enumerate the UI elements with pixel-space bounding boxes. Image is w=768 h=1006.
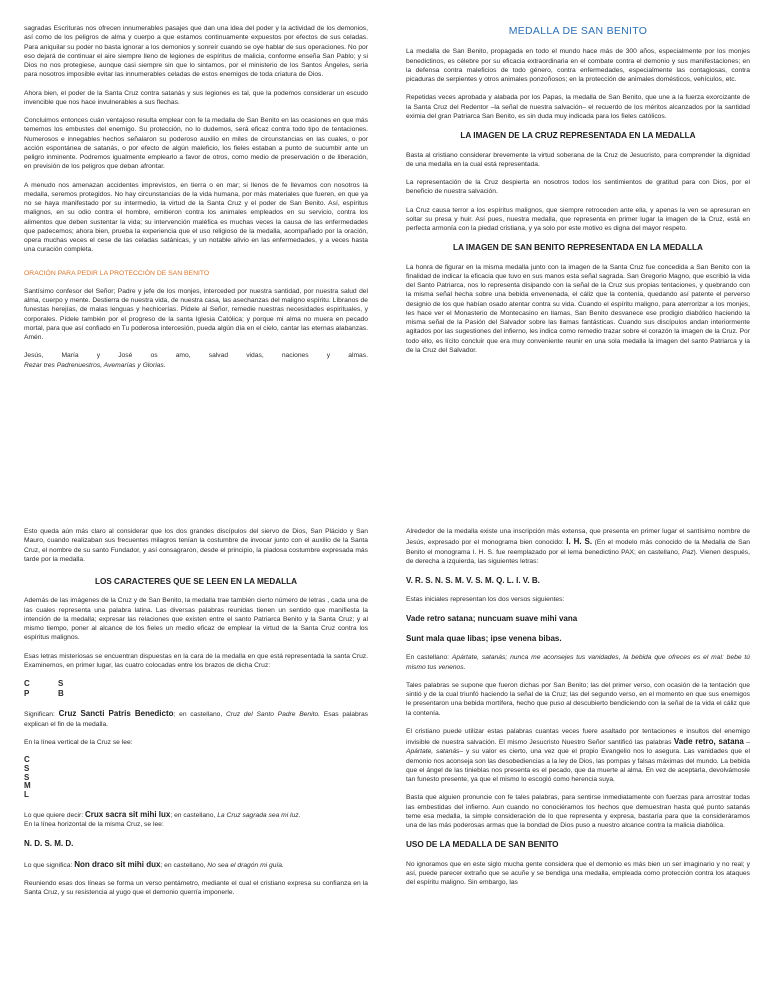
closing-instruction: Rezar tres Padrenuestros, Avemarías y Glorias. bbox=[24, 361, 166, 369]
paragraph: El cristiano puede utilizar estas palabras cuantas veces fuere asaltado por tentaciones e insultos del enemigo invisible de nuestra salvación. El mismo Jesucristo Nuestro Señor santificó las palabras Vade retro, satana –Apártate, satanás– y su valor es cierto, una vez que el propio Evangelio nos lo asegura. Las vanidades que el demonio nos aconseja son las desobediencias a la ley de Dios, las pompas y falsas máximas del mundo. La bebida que el ángel de las tinieblas nos presenta es el pecado, que da muerte al alma. En vez de aceptarla, devolvámosle tan funesto presente, ya que el mismo lo escogió como herencia suya. bbox=[406, 727, 750, 784]
closing-word: Jesús, bbox=[24, 352, 44, 360]
meaning-1: Significan: Cruz Sancti Patris Benedicto; en castellano, Cruz del Santo Padre Benito. Esas palabras explican el fin de la medalla. bbox=[24, 709, 369, 728]
closing-word: amo, bbox=[175, 352, 191, 360]
inscription-letters: V. R. S. N. S. M. V. S. M. Q. L. I. V. B. bbox=[406, 576, 540, 585]
closing-word: y bbox=[326, 352, 331, 360]
paragraph: Esas letras misteriosas se encuentran dispuestas en la cara de la medalla en que está representada la santa Cruz. Examinemos, en primer lugar, las cuatro colocadas entre los brazos de dicha Cruz: bbox=[24, 652, 368, 669]
paragraph: Alrededor de la medalla existe una inscripción más extensa, que presenta en primer lugar el santísimo nombre de Jesús, expresado por el monograma bien conocido: I. H. S. (En el modelo más conocido de la Medalla de San Benito el monograma I. H. S. fue reemplazado por el lema benedictino PAX; en castellano, Paz). Vienen después, de derecha a izquierda, las siguientes letras: bbox=[406, 528, 750, 565]
paragraph: Ahora bien, el poder de la Santa Cruz contra satanás y sus legiones es tal, que la podemos considerar un escudo invencible que nos hace invulnerables a sus flechas. bbox=[24, 89, 368, 106]
paragraph: No ignoramos que en este siglo mucha gente considera que el demonio es más bien un ser imaginario y no real; y así, puede parecer extraño que se acuñe y se bendiga una medalla, empleada como protección contra los ataques del espíritu maligno. Sin embargo, las bbox=[406, 860, 750, 887]
horizontal-letters: N. D. S. M. D. bbox=[24, 839, 74, 849]
page-title: MEDALLA DE SAN BENITO bbox=[508, 25, 648, 37]
paragraph: Concluimos entonces cuán ventajoso resulta emplear con fe la medalla de San Benito en las ocasiones en que más tememos los embustes del enemigo. Su protección, no lo dudemos, será eficaz contra todo tipo de tentaciones. Numerosos e innegables hechos señalaron su poderoso auxilio en miles de circunstancias en las cuales, o por acción espontánea de satanás, o por efecto de algún maleficio, los fieles estaban a punto de sucumbir ante un peligro inminente. Podremos igualmente emplearlo a favor de otros, como medio de preservación o de liberación, en previsión de los peligros que deban afrontar. bbox=[24, 117, 368, 171]
closing-word: almas. bbox=[348, 352, 368, 360]
paragraph: Tales palabras se supone que fueron dichas por San Benito; las del primer verso, con ocasión de la tentación que sintió y de la cual triunfó haciendo la señal de la Cruz; las del segundo verso, en el momento en que sus enemigos le presentaron una bebida mortífera, hecho que puso al descubierto bendiciendo con la señal de la vida el cáliz que la contenía. bbox=[406, 681, 750, 717]
paragraph: La representación de la Cruz despierta en nosotros todos los sentimientos de gratitud para con Dios, por el beneficio de nuestra salvación. bbox=[406, 179, 750, 196]
paragraph: sagradas Escrituras nos ofrecen innumerables pasajes que dan una idea del poder y la actividad de los demonios, así como de los peligros de alma y cuerpo a que estamos continuamente expuestos por efectos de sus celadas. Para aniquilar su poder no basta ignorar a los demonios y sonreír cuando se oye hablar de sus operaciones. No por eso dejará de continuar el aire siempre lleno de legiones de espíritus de malicia, conforme enseña San Pablo; y si Dios no nos protegiese, aunque casi siempre sin que lo sintamos, por el ministerio de los Santos Ángeles, sería para nosotros imposible evitar las innumerables celadas de estos enemigos de toda criatura de Dios. bbox=[24, 25, 368, 79]
prayer-body: Destierra de nuestra vida, de nuestra casa, las asechanzas del maligno espíritu. Líbranos de funestas herejías, de malas lenguas y hechicerías. Pídele al Señor, remedie nuestras necesidades espirituales, y corporales. Pídele también por el progreso de la santa Iglesia Católica; y porque mi alma no muera en pecado mortal, para que así confiado en Tu poderosa intercesión, pueda algún día en el cielo, cantar las eternas alabanzas. Amén. bbox=[24, 297, 369, 342]
column-left bbox=[24, 24, 368, 379]
closing-word: María bbox=[61, 352, 79, 360]
verse-1: Vade retro satana; nuncuam suave mihi vana bbox=[406, 614, 578, 624]
closing-word: vidas, bbox=[246, 352, 264, 360]
paragraph: La honra de figurar en la misma medalla junto con la imagen de la Santa Cruz fue concedida a San Benito con la finalidad de indicar la eficacia que tuvo en sus manos esta señal sagrada. San Gregorio Magno, que escribió la vida del Santo Patriarca, nos lo representa disipando con la señal de la Cruz sus propias tentaciones, y quebrando con la misma señal hecha sobre una bebida envenenada, el cáliz que la contenía, quedando así patente el perverso designio de los que habían osado atentar contra su vida. Cuando el espíritu maligno, para aterrorizar a los monjes, les hace ver el Monasterio de Montecasino en llamas, San Benito desvanece ese prodigio diabólico haciendo la misma señal de la Pasión del Salvador sobre las llamas fantásticas. Cuando sus discípulos andan interiormente agitados por las sugestiones del infierno, les indica como remedio trazar sobre el corazón la imagen de la Cruz. Por todo ello, es lícito concluir que era muy conveniente reunir en una sola medalla la imagen del santo Patriarca y la de la Cruz del Salvador. bbox=[406, 263, 750, 354]
paragraph: Estas iniciales representan los dos versos siguientes: bbox=[406, 596, 565, 604]
letter: B bbox=[58, 688, 64, 698]
section-heading: USO DE LA MEDALLA DE SAN BENITO bbox=[406, 840, 559, 850]
paragraph: Basta que alguien pronuncie con fe tales palabras, para sentirse inmediatamente con fuerzas para arrostrar todas las embestidas del infierno. Aun cuando no conociéramos los hechos que demuestran hasta qué punto satanás teme esa medalla, la simple consideración de lo que representa y expresa, bastaría para que la consideráramos una de las más poderosas armas que la bondad de Dios puso a nuestro alcance contra la malicia diabólica. bbox=[406, 794, 750, 830]
letter: S bbox=[58, 679, 64, 689]
cross-letters-grid bbox=[24, 679, 368, 698]
paragraph: La Cruz causa terror a los espíritus malignos, que siempre retroceden ante ella, y apenas la ven se apresuran en soltar su presa y huir. Así pues, nuestra medalla, que representa en primer lugar la imagen de la Cruz, está en perfecta armonía con la piedad cristiana, y ya solo por este motivo es digna del mayor respeto. bbox=[406, 206, 750, 233]
paragraph: Repetidas veces aprobada y alabada por los Papas, la medalla de San Benito, que une a la fuerza exorcizante de la Santa Cruz del Redentor –la señal de nuestra salvación– el recuerdo de los méritos alcanzados por la santidad eximia del gran Patriarca San Benito, es sin duda muy indicada para los fieles católicos. bbox=[406, 94, 750, 120]
prayer-heading: ORACIÓN PARA PEDIR LA PROTECCIÓN DE SAN BENITO bbox=[24, 269, 210, 277]
section-heading: LA IMAGEN DE LA CRUZ REPRESENTADA EN LA MEDALLA bbox=[460, 131, 696, 141]
paragraph: Esto queda aún más claro al considerar que los dos grandes discípulos del siervo de Dios, San Plácido y San Mauro, cuando realizaban sus frecuentes milagros tenían la costumbre de invocar junto con el auxilio de la Santa Cruz, el nombre de su santo Fundador, y así consagraron, desde el principio, la piadosa costumbre expresada más tarde por la medalla. bbox=[24, 528, 368, 563]
column-left bbox=[24, 527, 368, 906]
verse-2: Sunt mala quae libas; ipse venena bibas. bbox=[406, 634, 562, 644]
column-right bbox=[406, 527, 750, 896]
paragraph: Basta al cristiano considerar brevemente la virtud soberana de la Cruz de Jesucristo, para comprender la dignidad de una medalla en la cual está representada. bbox=[406, 151, 750, 168]
letter: M bbox=[24, 781, 31, 791]
meaning-3: Lo que significa: Non draco sit mihi dux; en castellano, No sea el dragón mi guía. bbox=[24, 859, 284, 869]
letter: S bbox=[24, 772, 30, 782]
paragraph: Reuniendo esas dos líneas se forma un verso pentámetro, mediante el cual el cristiano expresa su confianza en la Santa Cruz, y su resistencia al yugo que el demonio querría imponerle. bbox=[24, 879, 368, 897]
closing-word: os bbox=[150, 352, 158, 360]
closing-word: y bbox=[96, 352, 101, 360]
letter: S bbox=[24, 763, 30, 773]
section-heading: LOS CARACTERES QUE SE LEEN EN LA MEDALLA bbox=[94, 577, 298, 586]
prayer-lead: Santísimo confesor del Señor; Padre y jefe de los monjes, interceded por nuestra santidad, por nuestra salud del alma, cuerpo y mente. bbox=[24, 287, 368, 305]
closing-word: José bbox=[118, 352, 133, 360]
closing-line bbox=[24, 351, 368, 360]
paragraph: La medalla de San Benito, propagada en todo el mundo hace más de 300 años, especialmente por los monjes benedictinos, es célebre por su eficacia extraordinaria en el combate contra el demonio y sus manifestaciones; en la defensa contra maleficios de todo género, contra enfermedades, especialmente las contagiosas, contra picaduras de serpientes y otros animales ponzoñosos; en la protección de animales domésticos, vehículos, etc. bbox=[406, 48, 750, 84]
translation: En castellano: Apártate, satanás; nunca me aconsejes tus vanidades, la bebida que ofreces es el mal: bebe tú mismo tus venenos. bbox=[406, 654, 750, 671]
letter: P bbox=[24, 688, 30, 698]
paragraph: A menudo nos amenazan accidentes imprevistos, en tierra o en mar; si llenos de fe llevamos con nosotros la medalla, seremos protegidos. No hay circunstancias de la vida humana, por más materiales que fueren, en que ya no se haya manifestado por su intermedio, la virtud de la Santa Cruz y el poder de San Benito. Así, espíritus malignos, en su odio contra el hombre, emitieron contra los animales empleados en su servicio, contra los alimentos que deben sustentar la vida; su intervención maléfica es muchas veces la causa de las enfermedades que padecemos; ahora bien, prueba la experiencia que el uso religioso de la medalla, acompañado por la oración, opera muchas veces el cese de las celadas satánicas, y un notable alivio en las enfermedades, y a veces hasta una curación completa. bbox=[24, 181, 368, 254]
closing-word: naciones bbox=[281, 352, 309, 360]
prayer-text bbox=[24, 287, 368, 343]
letter: C bbox=[24, 679, 30, 689]
closing-word: salvad bbox=[208, 352, 229, 360]
paragraph: En la línea horizontal de la misma Cruz, se lee: bbox=[24, 821, 164, 829]
column-right bbox=[406, 24, 750, 364]
paragraph: Además de las imágenes de la Cruz y de San Benito, la medalla trae también cierto número de letras , cada una de las cuales representa una palabra latina. Las diversas palabras reunidas tienen un sentido que manifiesta la intención de la medalla; expresar las relaciones que existen entre el santo Patriarca Benito y la Santa Cruz; y al mismo tiempo, poner al alcance de los fieles un medio eficaz de emplear la virtud de la Santa Cruz contra los espíritus malignos. bbox=[24, 597, 368, 642]
vertical-letters bbox=[24, 756, 368, 800]
meaning-2: Lo que quiere decir: Crux sacra sit mihi lux; en castellano, La Cruz sagrada sea mi luz. bbox=[24, 809, 301, 819]
letter: L bbox=[24, 790, 29, 800]
paragraph: En la línea vertical de la Cruz se lee: bbox=[24, 738, 133, 746]
page-bottom bbox=[0, 503, 768, 1006]
section-heading: LA IMAGEN DE SAN BENITO REPRESENTADA EN LA MEDALLA bbox=[453, 243, 703, 253]
letter: C bbox=[24, 755, 30, 764]
